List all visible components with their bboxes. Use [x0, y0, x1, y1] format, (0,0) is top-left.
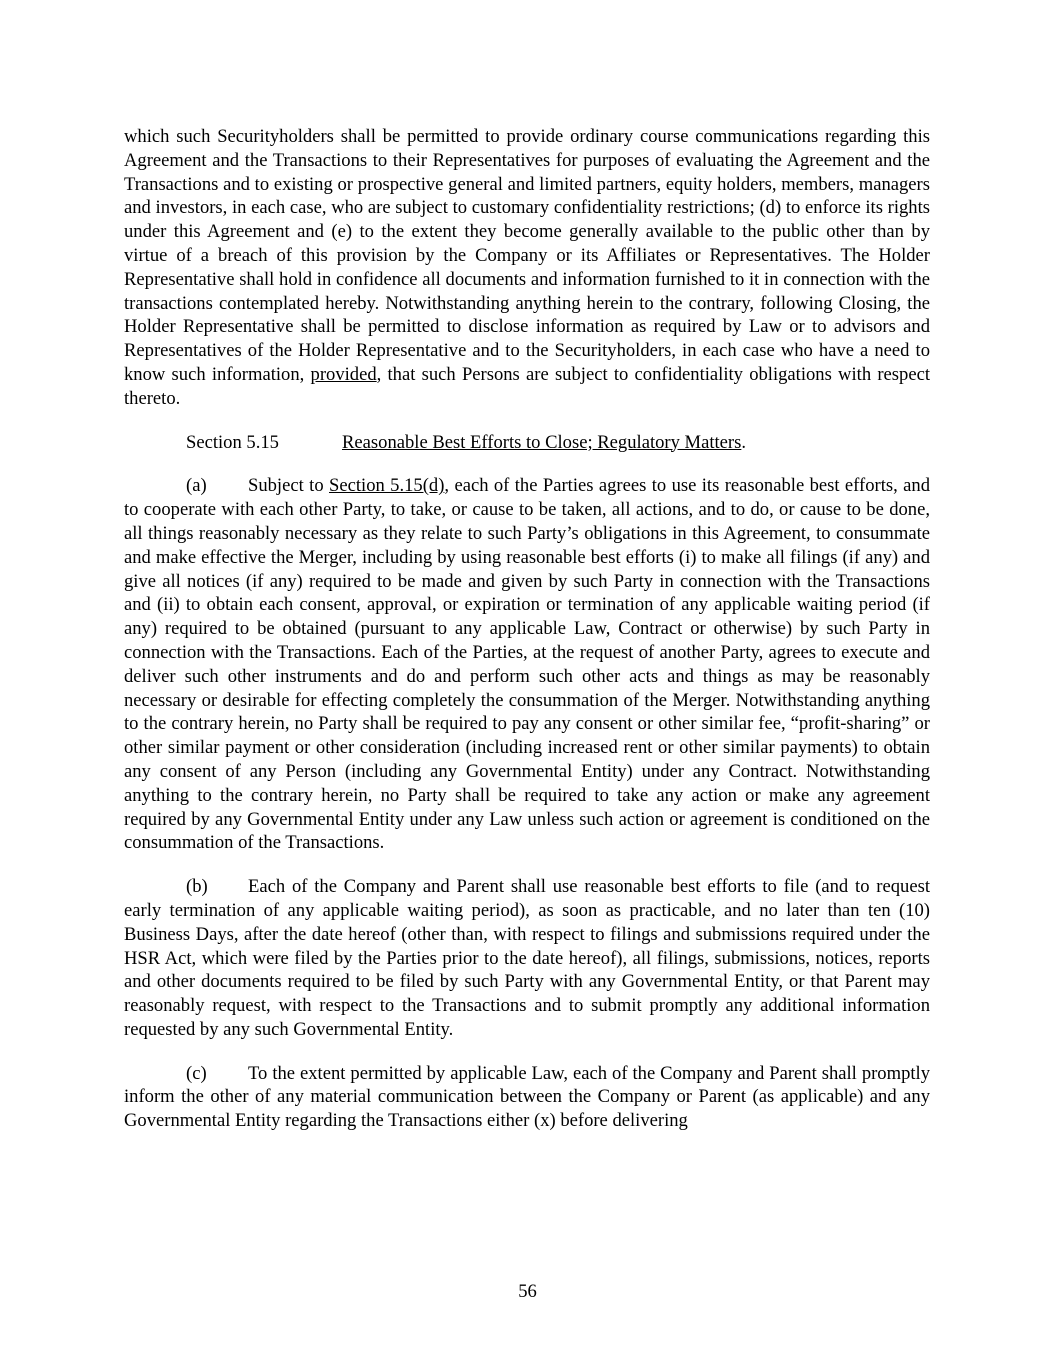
section-number: Section 5.15: [186, 431, 279, 453]
paragraph-confidentiality: [124, 125, 930, 411]
provided-term: provided: [310, 363, 377, 385]
section-reference: Section 5.15(d): [329, 475, 445, 497]
paragraph-text-end: , that such Persons are subject to confidentiality obligations with respect thereto.: [124, 363, 930, 409]
subsection-a-marker: (a): [186, 475, 207, 497]
subsection-a-lead: Subject to: [248, 475, 330, 497]
subsection-c-marker: (c): [186, 1062, 207, 1084]
subsection-c-text: To the extent permitted by applicable Law, each of the Company and Parent shall promptly inform the other of any material communication between the Company or Parent (as applicable) and any Governmental Entity regarding the Transactions either (x) before delivering: [124, 1062, 930, 1132]
section-title: Reasonable Best Efforts to Close; Regulatory Matters: [342, 431, 742, 453]
subsection-c: [124, 1062, 930, 1133]
paragraph-text: which such Securityholders shall be permitted to provide ordinary course communications regarding this Agreement and the Transactions to their Representatives for purposes of evaluating the Agreement and the Transactions and to existing or prospective general and limited partners, equity holders, members, managers and investors, in each case, who are subject to customary confidentiality restrictions; (d) to enforce its rights under this Agreement and (e) to the extent they become generally available to the public other than by virtue of a breach of this provision by the Company or its Affiliates or Representatives. The Holder Representative shall hold in confidence all documents and information furnished to it in connection with the transactions contemplated hereby. Notwithstanding anything herein to the contrary, following Closing, the Holder Representative shall be permitted to disclose information as required by Law or to advisors and Representatives of the Holder Representative and to the Securityholders, in each case who have a need to know such information,: [124, 126, 930, 385]
subsection-b: [124, 875, 930, 1042]
subsection-a-text: , each of the Parties agrees to use its reasonable best efforts, and to cooperate with each other Party, to take, or cause to be taken, all actions, and to do, or cause to be done, all things reasonably necessary as they relate to such Party’s obligations in this Agreement, to consummate and make effective the Merger, including by using reasonable best efforts (i) to make all filings (if any) and give all notices (if any) required to be made and given by such Party in connection with the Transactions and (ii) to obtain each consent, approval, or expiration or termination of any applicable waiting period (if any) required to be obtained (pursuant to any applicable Law, Contract or otherwise) by such Party in connection with the Transactions. Each of the Parties, at the request of another Party, agrees to execute and deliver such other instruments and do and perform such other acts and things as may be reasonably necessary or desirable for effecting completely the consummation of the Merger. Notwithstanding anything to the contrary herein, no Party shall be required to pay any consent or other similar fee, “profit-sharing” or other similar payment or other consideration (including increased rent or other similar payments) to obtain any consent of any Person (including any Governmental Entity) under any Contract. Notwithstanding anything to the contrary herein, no Party shall be required to take any action or make any agreement required by any Governmental Entity under any Law unless such action or agreement is conditioned on the consummation of the Transactions.: [124, 475, 930, 854]
subsection-a: [124, 474, 930, 855]
subsection-b-marker: (b): [186, 876, 208, 898]
document-body: [124, 125, 930, 1153]
section-heading: [124, 431, 930, 455]
section-title-period: .: [741, 431, 747, 453]
subsection-b-text: Each of the Company and Parent shall use reasonable best efforts to file (and to request early termination of any applicable waiting period), as soon as practicable, and no later than ten (10) Business Days, after the date hereof (other than, with respect to filings and submissions required under the HSR Act, which were filed by the Parties prior to the date hereof), all filings, submissions, notices, reports and other documents required to be filed by such Party with any Governmental Entity, or that Parent may reasonably request, with respect to the Transactions and to submit promptly any additional information requested by any such Governmental Entity.: [124, 876, 930, 1040]
page-number: 56: [518, 1281, 537, 1302]
